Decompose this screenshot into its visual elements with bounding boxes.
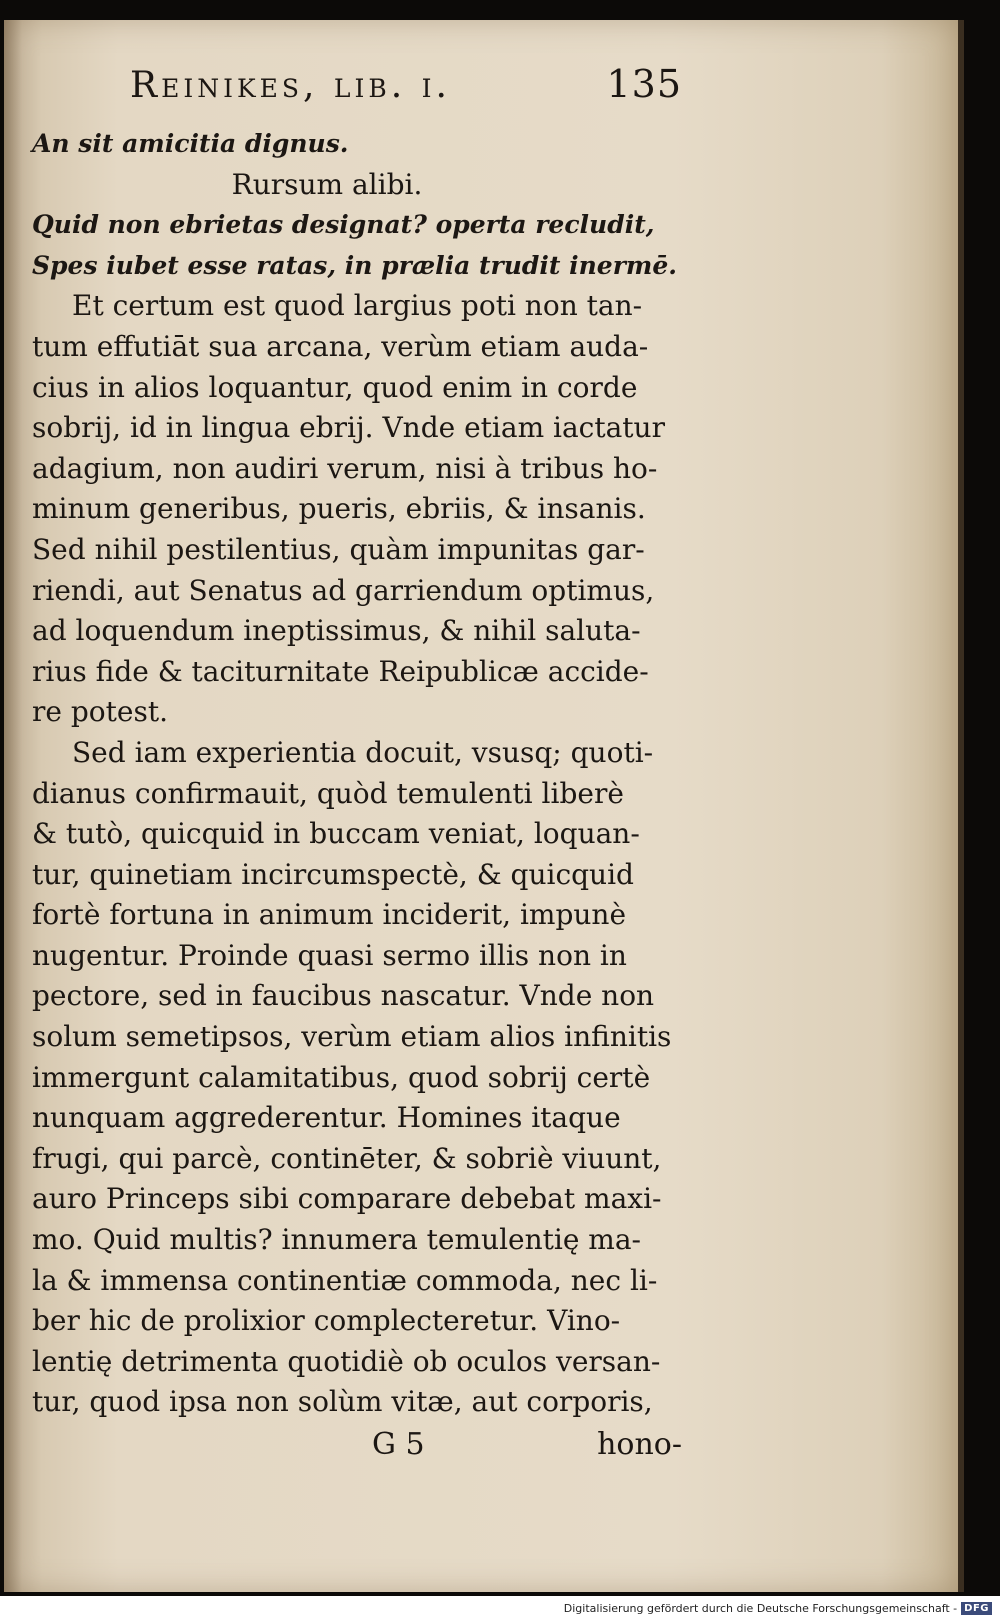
text-line: minum generibus, pueris, ebriis, & insanis.: [32, 492, 646, 526]
text-line: dianus confirmauit, quòd temulenti liberè: [32, 776, 624, 810]
text-line: mo. Quid multis? innumera temulentię ma-: [32, 1223, 642, 1257]
signature-line: [32, 1423, 682, 1467]
text-line: pectore, sed in faucibus nascatur. Vnde non: [32, 979, 655, 1013]
catchword: hono-: [597, 1427, 682, 1462]
digitization-footer: [0, 1596, 1000, 1620]
text-line: immergunt calamitatibus, quod sobrij certè: [32, 1060, 651, 1094]
text-line: nunquam aggrederentur. Homines itaque: [32, 1101, 621, 1135]
page-text: [32, 62, 682, 1467]
text-line: la & immensa continentiæ commoda, nec li-: [32, 1263, 658, 1297]
footer-credit: Digitalisierung gefördert durch die Deutsche Forschungsgemeinschaft -: [563, 1601, 958, 1615]
text-line: Sed nihil pestilentius, quàm impunitas gar-: [32, 532, 645, 566]
running-head: [32, 62, 682, 124]
text-line: lentię detrimenta quotidiè ob oculos versan-: [32, 1344, 661, 1378]
dfg-logo: DFG: [961, 1602, 992, 1615]
text-line: ber hic de prolixior complecteretur. Vino-: [32, 1304, 621, 1338]
text-line: Et certum est quod largius poti non tan-: [72, 289, 643, 323]
text-line: solum semetipsos, verùm etiam alios infinitis: [32, 1020, 672, 1054]
text-line: tur, quod ipsa non solùm vitæ, aut corporis,: [32, 1385, 653, 1419]
text-line: rius fide & taciturnitate Reipublicæ accide-: [32, 654, 649, 688]
text-line: An sit amicitia dignus.: [32, 129, 349, 158]
text-line: fortè fortuna in animum inciderit, impunè: [32, 898, 627, 932]
text-line: nugentur. Proinde quasi sermo illis non in: [32, 938, 627, 972]
text-line: Spes iubet esse ratas, in prælia trudit inermē.: [32, 250, 677, 280]
page-number: 135: [606, 62, 682, 106]
text-line: re potest.: [32, 695, 168, 729]
text-line: frugi, qui parcè, continēter, & sobriè viuunt,: [32, 1141, 662, 1175]
signature-mark: G 5: [372, 1427, 425, 1462]
text-line: cius in alios loquantur, quod enim in corde: [32, 370, 638, 404]
text-line: sobrij, id in lingua ebrij. Vnde etiam iactatur: [32, 411, 665, 445]
running-head-title: Reinikes, lib. i.: [130, 65, 451, 106]
text-line: Rursum alibi.: [231, 167, 423, 201]
text-line: auro Princeps sibi comparare debebat maxi-: [32, 1182, 662, 1216]
text-body: [32, 124, 682, 1423]
text-line: ad loquendum ineptissimus, & nihil saluta-: [32, 614, 641, 648]
text-line: tur, quinetiam incircumspectè, & quicquid: [32, 857, 634, 891]
text-line: & tutò, quicquid in buccam veniat, loquan-: [32, 817, 640, 851]
text-line: adagium, non audiri verum, nisi à tribus ho-: [32, 451, 658, 485]
text-line: Sed iam experientia docuit, vsusq; quoti-: [72, 735, 654, 769]
text-line: tum effutiāt sua arcana, verùm etiam auda-: [32, 329, 649, 363]
book-page: [4, 20, 964, 1592]
text-line: Quid non ebrietas designat? operta recludit,: [32, 210, 655, 240]
text-line: riendi, aut Senatus ad garriendum optimus,: [32, 573, 655, 607]
